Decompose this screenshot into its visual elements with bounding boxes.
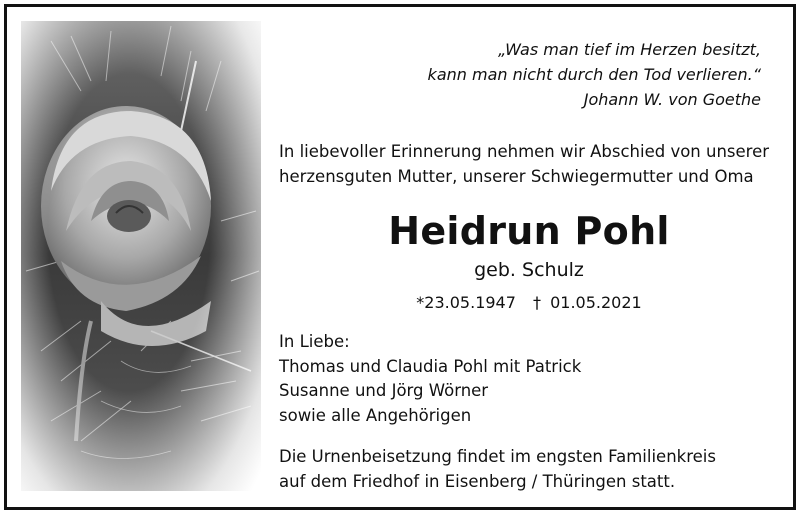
burial-line-1: Die Urnenbeisetzung findet im engsten Familienkreis bbox=[279, 447, 716, 466]
birth-date: *23.05.1947 bbox=[416, 293, 516, 312]
mourner-line: Susanne und Jörg Wörner bbox=[279, 381, 489, 400]
cross-icon: † bbox=[533, 293, 541, 312]
goethe-quote bbox=[291, 37, 761, 112]
mourner-line: Thomas und Claudia Pohl mit Patrick bbox=[279, 356, 582, 376]
death-date: 01.05.2021 bbox=[550, 293, 642, 312]
deceased-name: Heidrun Pohl bbox=[388, 209, 670, 253]
intro-line-2: herzensguten Mutter, unserer Schwiegermutter und Oma bbox=[279, 167, 754, 186]
intro-line-1: In liebevoller Erinnerung nehmen wir Abschied von unserer bbox=[279, 142, 770, 161]
rose-image bbox=[21, 21, 261, 491]
intro-text bbox=[279, 139, 779, 189]
mourners-list bbox=[279, 330, 779, 428]
mourners-heading: In Liebe: bbox=[279, 332, 350, 351]
obituary-card bbox=[4, 4, 796, 510]
life-dates bbox=[279, 291, 779, 315]
quote-line-1: „Was man tief im Herzen besitzt, bbox=[497, 40, 761, 59]
burial-notice bbox=[279, 444, 779, 494]
quote-author: Johann W. von Goethe bbox=[583, 90, 761, 109]
quote-line-2: kann man nicht durch den Tod verlieren.“ bbox=[427, 65, 761, 84]
burial-line-2: auf dem Friedhof in Eisenberg / Thüringen statt. bbox=[279, 472, 676, 491]
birth-name: geb. Schulz bbox=[474, 259, 584, 281]
mourner-line: sowie alle Angehörigen bbox=[279, 405, 472, 425]
